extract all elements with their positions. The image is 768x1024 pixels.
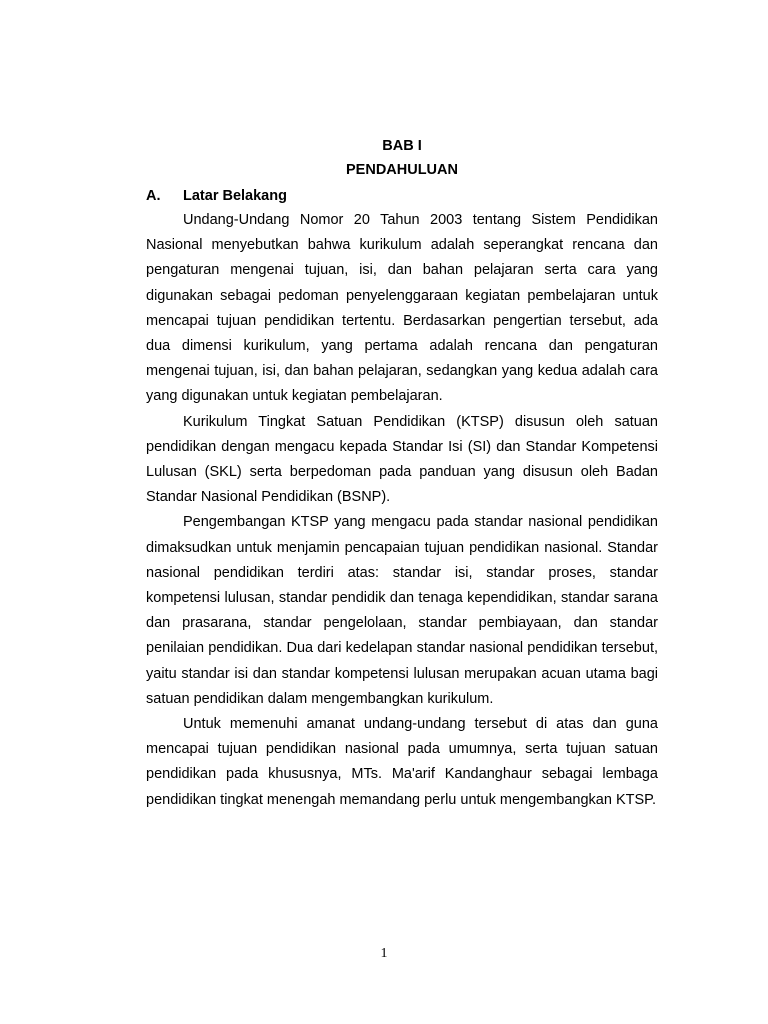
paragraph-1: Undang-Undang Nomor 20 Tahun 2003 tentang Sistem Pendidikan Nasional menyebutkan bahwa kurikulum adalah seperangkat rencana dan pengaturan mengenai tujuan, isi, dan bahan pelajaran serta cara yang digunakan sebagai pedoman penyelenggaraan kegiatan pembelajaran untuk mencapai tujuan pendidikan tertentu. Berdasarkan pengertian tersebut, ada dua dimensi kurikulum, yang pertama adalah rencana dan pengaturan mengenai tujuan, isi, dan bahan pelajaran, sedangkan yang kedua adalah cara yang digunakan untuk kegiatan pembelajaran.	[146, 212, 658, 405]
section-heading	[146, 186, 658, 206]
paragraph-3: Pengembangan KTSP yang mengacu pada standar nasional pendidikan dimaksudkan untuk menjamin pencapaian tujuan pendidikan nasional. Standar nasional pendidikan terdiri atas: standar isi, standar proses, standar kompetensi lulusan, standar pendidik dan tenaga kependidikan, standar sarana dan prasarana, standar pengelolaan, standar pembiayaan, dan standar penilaian pendidikan. Dua dari kedelapan standar nasional pendidikan tersebut, yaitu standar isi dan standar kompetensi lulusan merupakan acuan utama bagi satuan pendidikan dalam mengembangkan kurikulum.	[146, 514, 658, 707]
chapter-heading: BAB I	[382, 138, 422, 154]
section-number: A.	[146, 188, 161, 204]
section-title: Latar Belakang	[183, 188, 287, 204]
body-text	[146, 208, 658, 813]
paragraph-4: Untuk memenuhi amanat undang-undang tersebut di atas dan guna mencapai tujuan pendidikan nasional pada umumnya, serta tujuan satuan pendidikan pada khususnya, MTs. Ma'arif Kandanghaur sebagai lembaga pendidikan tingkat menengah memandang perlu untuk mengembangkan KTSP.	[146, 716, 658, 808]
chapter-title: PENDAHULUAN	[346, 162, 458, 178]
page-number: 1	[380, 946, 388, 961]
paragraph-2: Kurikulum Tingkat Satuan Pendidikan (KTSP) disusun oleh satuan pendidikan dengan mengacu kepada Standar Isi (SI) dan Standar Kompetensi Lulusan (SKL) serta berpedoman pada panduan yang disusun oleh Badan Standar Nasional Pendidikan (BSNP).	[146, 413, 658, 506]
